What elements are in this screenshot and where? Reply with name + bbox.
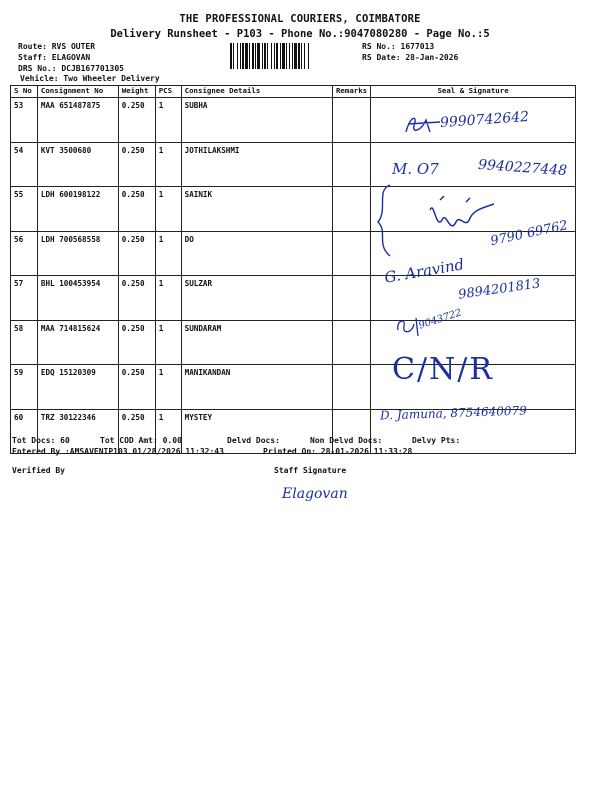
cell-pcs: 1 — [155, 98, 181, 143]
cell-pcs: 1 — [155, 276, 181, 321]
cell-pcs: 1 — [155, 142, 181, 187]
staff-signature: Elagovan — [282, 486, 348, 502]
rs-number: RS No.: 1677013 — [362, 42, 435, 51]
handwritten-name-row57: G. Aravind — [383, 255, 466, 287]
cell-consignee: MYSTEY — [181, 409, 332, 454]
handwritten-phone-row54: 9940227448 — [477, 156, 568, 180]
cell-consignee: DO — [181, 231, 332, 276]
cell-weight: 0.250 — [118, 231, 155, 276]
rs-date: RS Date: 28-Jan-2026 — [362, 53, 459, 62]
cell-remarks — [332, 365, 370, 410]
cell-weight: 0.250 — [118, 142, 155, 187]
cell-consignee: SAINIK — [181, 187, 332, 232]
cell-consignment: MAA 651487875 — [37, 98, 118, 143]
handwritten-cnr-row59: C/N/R — [392, 352, 495, 387]
cell-consignment: LDH 700568558 — [37, 231, 118, 276]
handwritten-phone-row58: 9043722 — [417, 307, 464, 332]
cell-pcs: 1 — [155, 365, 181, 410]
cell-sno: 59 — [11, 365, 38, 410]
cell-consignee: SULZAR — [181, 276, 332, 321]
non-delivered-docs: Non Delvd Docs: — [310, 436, 383, 445]
cell-weight: 0.250 — [118, 187, 155, 232]
cell-remarks — [332, 276, 370, 321]
col-header-sno: S No — [11, 86, 38, 98]
cell-consignment: MAA 714815624 — [37, 320, 118, 365]
route-label: Route: RVS OUTER — [18, 42, 96, 51]
total-cod-amount: Tot COD Amt: 0.00 — [100, 436, 182, 445]
cell-remarks — [332, 142, 370, 187]
cell-consignee: SUNDARAM — [181, 320, 332, 365]
cell-sno: 53 — [11, 98, 38, 143]
col-header-weight: Weight — [118, 86, 155, 98]
cell-consignee: SUBHA — [181, 98, 332, 143]
barcode — [230, 43, 356, 69]
cell-sno: 55 — [11, 187, 38, 232]
printed-on: Printed On: 28-01-2026 11:33:28 — [263, 447, 413, 456]
col-header-pcs: PCS — [155, 86, 181, 98]
delivered-docs: Delvd Docs: — [227, 436, 280, 445]
cell-sno: 54 — [11, 142, 38, 187]
delivery-points: Delvy Pts: — [412, 436, 461, 445]
document-subtitle: Delivery Runsheet - P103 - Phone No.:9047080280 - Page No.:5 — [110, 28, 490, 40]
cell-weight: 0.250 — [118, 409, 155, 454]
cell-consignee: JOTHILAKSHMI — [181, 142, 332, 187]
cell-consignment: BHL 100453954 — [37, 276, 118, 321]
cell-remarks — [332, 98, 370, 143]
col-header-consignment: Consignment No — [37, 86, 118, 98]
cell-sno: 58 — [11, 320, 38, 365]
cell-pcs: 1 — [155, 320, 181, 365]
vehicle-label: Vehicle: Two Wheeler Delivery — [20, 74, 160, 83]
staff-label: Staff: ELAGOVAN — [18, 53, 91, 62]
col-header-seal-signature: Seal & Signature — [371, 86, 576, 98]
staff-signature-label: Staff Signature — [274, 466, 347, 475]
handwritten-bracket-signature-rows55-56 — [370, 180, 510, 260]
col-header-remarks: Remarks — [332, 86, 370, 98]
cell-remarks — [332, 320, 370, 365]
cell-weight: 0.250 — [118, 320, 155, 365]
cell-sno: 57 — [11, 276, 38, 321]
runsheet-table — [10, 85, 576, 454]
document-title: THE PROFESSIONAL COURIERS, COIMBATORE — [179, 13, 421, 25]
handwritten-phone-row57: 9894201813 — [457, 276, 542, 303]
cell-pcs: 1 — [155, 187, 181, 232]
cell-remarks — [332, 231, 370, 276]
cell-consignment: TRZ 30122346 — [37, 409, 118, 454]
handwritten-phone-row56: 9790 69762 — [489, 218, 570, 250]
table-header-row — [11, 86, 576, 98]
cell-sno: 60 — [11, 409, 38, 454]
col-header-consignee: Consignee Details — [181, 86, 332, 98]
cell-weight: 0.250 — [118, 365, 155, 410]
drs-number: DRS No.: DCJB167701305 — [18, 64, 124, 73]
handwritten-phone-row53: 9990742642 — [439, 108, 530, 132]
cell-pcs: 1 — [155, 409, 181, 454]
cell-consignment: LDH 600198122 — [37, 187, 118, 232]
cell-weight: 0.250 — [118, 98, 155, 143]
cell-remarks — [332, 187, 370, 232]
total-docs: Tot Docs: 60 — [12, 436, 70, 445]
handwritten-entry-row60: D. Jamuna, 8754640079 — [379, 403, 527, 423]
cell-consignment: KVT 3500680 — [37, 142, 118, 187]
verified-by-label: Verified By — [12, 466, 65, 475]
cell-weight: 0.250 — [118, 276, 155, 321]
entered-by: Entered By :AMSAVENIP103 01/28/2026 11:32:43 — [12, 447, 224, 456]
cell-consignee: MANIKANDAN — [181, 365, 332, 410]
cell-pcs: 1 — [155, 231, 181, 276]
cell-consignment: EDQ 15120309 — [37, 365, 118, 410]
handwritten-name-row54: M. O7 — [392, 160, 439, 178]
cell-sno: 56 — [11, 231, 38, 276]
